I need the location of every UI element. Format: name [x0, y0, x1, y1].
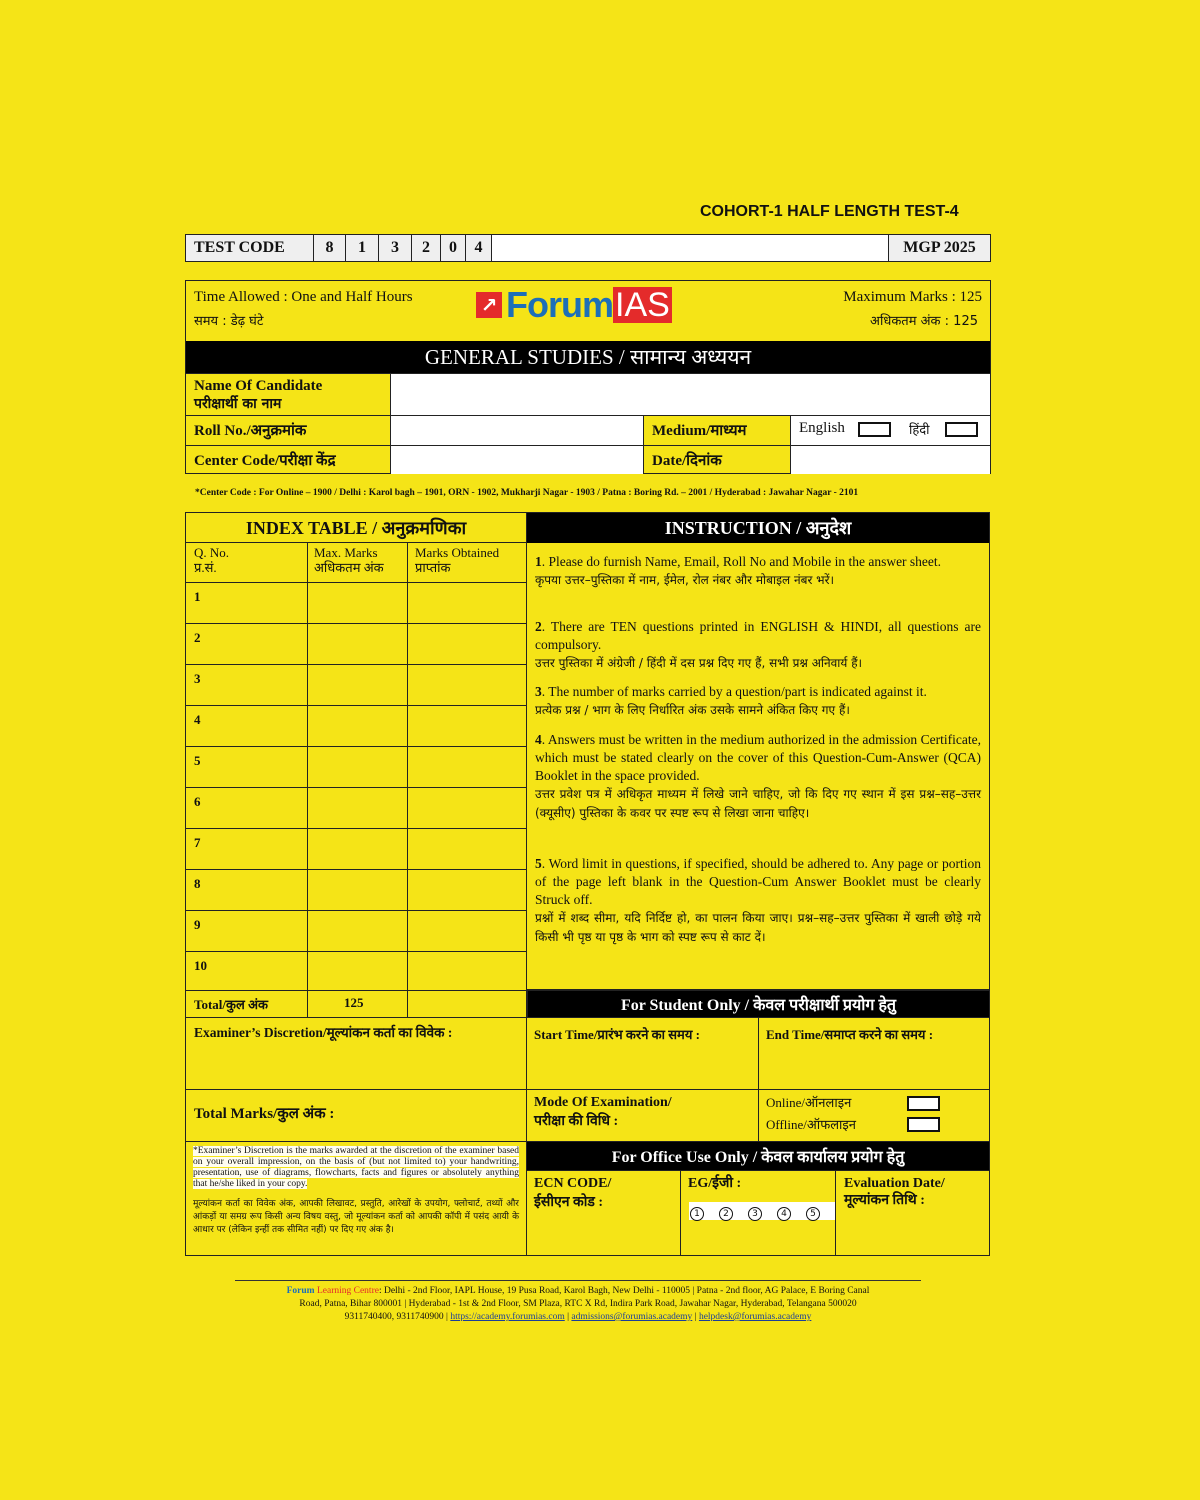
center-field[interactable] — [391, 446, 644, 474]
grade-option[interactable]: 4 — [777, 1207, 791, 1221]
row-number: 8 — [194, 876, 201, 891]
test-code-digit: 8 — [314, 235, 346, 261]
center-row — [186, 445, 990, 474]
name-label — [186, 374, 391, 415]
col-obtained-en: Marks Obtained — [415, 545, 500, 560]
row-number: 6 — [194, 794, 201, 809]
grade-option[interactable]: 1 — [690, 1207, 704, 1221]
medium-label: Medium/माध्यम — [644, 416, 791, 445]
medium-options — [791, 416, 990, 445]
total-marks-label: Total Marks/कुल अंक : — [194, 1106, 335, 1122]
row-number: 5 — [194, 753, 201, 768]
table-row[interactable] — [186, 787, 526, 828]
roll-row — [186, 415, 990, 445]
maximum-marks-hindi: अधिकतम अंक : 125 — [870, 314, 978, 329]
mode-label-hi: परीक्षा की विधि : — [534, 1114, 619, 1129]
name-row — [186, 373, 990, 415]
footer-brand-sub: Learning Centre — [316, 1286, 379, 1296]
row-number: 10 — [194, 958, 207, 973]
footer-website-link[interactable]: https://academy.forumias.com — [450, 1312, 565, 1322]
instruction-item: 3. The number of marks carried by a question/part is indicated against it. प्रत्येक प्रश्न / भाग के लिए निर्धारित अंक उसके सामने अंकित किए गए हैं। — [535, 684, 927, 717]
online-label: Online/ऑनलाइन — [766, 1095, 852, 1110]
examiner-note-hi: मूल्यांकन कर्ता का विवेक अंक, आपकी लिखावट, प्रस्तुति, आरेखों के उपयोग, फ्लोचार्ट, तथ्यों और आंकड़ों या समग्र रूप किसी अन्य विषय वस्तु, जो मूल्यांकन कर्ता को आपकी कॉपी में पसंद आयी के आधार पर (लेकिन इन्हीं तक सीमित नहीं) पर दिए गए अंक है। — [193, 1199, 519, 1235]
eg-grade-options — [689, 1202, 835, 1220]
date-label: Date/दिनांक — [644, 446, 791, 474]
offline-label: Offline/ऑफलाइन — [766, 1117, 857, 1132]
subject-title: GENERAL STUDIES / सामान्य अध्ययन — [186, 341, 990, 373]
roll-field[interactable] — [391, 416, 644, 445]
instruction-item: 4. Answers must be written in the medium authorized in the admission Certificate, which must be stated clearly on the cover of this Question-Cum-Answer (QCA) Booklet in the space provided. उत्तर प्रवेश पत्र में अधिकृत माध्यम में लिखे जाने चाहिए, जो कि दिए गए स्थान में इस प्रश्न–सह–उत्तर (क्यूसीए) पुस्तिका के कवर पर स्पष्ट रूप से लिखा जाना चाहिए। — [535, 732, 981, 820]
test-code-digit: 0 — [441, 235, 466, 261]
total-label: Total/कुल अंक — [194, 997, 268, 1012]
table-row[interactable] — [186, 910, 526, 951]
cohort-title: COHORT-1 HALF LENGTH TEST-4 — [700, 203, 959, 220]
examiner-discretion-box[interactable] — [185, 1018, 527, 1090]
online-checkbox[interactable] — [907, 1096, 940, 1111]
footer-address-2: Road, Patna, Bihar 800001 | Hyderabad - 1st & 2nd Floor, SM Plaza, RTC X Rd, Indira Park Road, Jawahar Nagar, Hyderabad, Telangana 500020 — [299, 1299, 857, 1309]
table-row[interactable] — [186, 623, 526, 664]
col-max — [308, 543, 390, 577]
student-only-title: For Student Only / केवल परीक्षार्थी प्रयोग हेतु — [527, 990, 990, 1018]
col-qno — [188, 543, 235, 577]
row-number: 9 — [194, 917, 201, 932]
grade-option[interactable]: 3 — [748, 1207, 762, 1221]
maximum-marks: Maximum Marks : 125 — [843, 289, 982, 305]
mode-label-en: Mode Of Examination/ — [534, 1095, 672, 1110]
center-code-note: *Center Code : For Online – 1900 / Delhi : Karol bagh – 1901, ORN - 1902, Mukharji Nagar - 1903 / Patna : Boring Rd. – 2001 / Hyderabad : Jawahar Nagar - 2101 — [195, 488, 859, 498]
ecn-label-en: ECN CODE/ — [534, 1176, 612, 1191]
row-number: 2 — [194, 630, 201, 645]
test-code-digit: 1 — [346, 235, 379, 261]
grade-option[interactable]: 2 — [719, 1207, 733, 1221]
instruction-item: 5. Word limit in questions, if specified, should be adhered to. Any page or portion of the page left blank in the Question-Cum Answer Booklet must be clearly Struck off. प्रश्नों में शब्द सीमा, यदि निर्दिष्ट हो, का पालन किया जाए। प्रश्न–सह–उत्तर पुस्तिका में खाली छोड़े गये किसी भी पृष्ठ या पृष्ठ के भाग को स्पष्ट रूप से काट दें। — [535, 856, 981, 944]
roll-label: Roll No./अनुक्रमांक — [186, 416, 391, 445]
col-max-hi: अधिकतम अंक — [314, 560, 384, 575]
name-label-hi: परीक्षार्थी का नाम — [194, 396, 282, 412]
medium-hindi-checkbox[interactable] — [945, 422, 978, 437]
mode-box — [527, 1089, 759, 1142]
table-row[interactable] — [186, 951, 526, 992]
date-field[interactable] — [791, 446, 990, 474]
test-code-digit: 2 — [412, 235, 441, 261]
end-time-label: End Time/समाप्त करने का समय : — [766, 1027, 934, 1042]
office-use-title: For Office Use Only / केवल कार्यालय प्रयोग हेतु — [527, 1141, 990, 1171]
end-time-box[interactable] — [758, 1018, 990, 1090]
start-time-label: Start Time/प्रारंभ करने का समय : — [534, 1027, 700, 1042]
forumias-logo — [476, 285, 672, 325]
footer-phones: 9311740400, 9311740900 | — [344, 1312, 448, 1322]
table-row[interactable] — [186, 705, 526, 746]
footer-email-helpdesk[interactable]: helpdesk@forumias.academy — [698, 1312, 812, 1322]
footer-address-1: : Delhi - 2nd Floor, IAPL House, 19 Pusa Road, Karol Bagh, New Delhi - 110005 | Patna - 2nd floor, AG Palace, E Boring Canal — [378, 1286, 870, 1296]
ecn-code-box[interactable] — [527, 1170, 681, 1256]
time-allowed-hindi: समय : डेढ़ घंटे — [194, 314, 264, 329]
medium-english-label: English — [799, 420, 845, 436]
row-number: 4 — [194, 712, 201, 727]
index-table — [185, 512, 527, 1018]
total-value: 125 — [344, 995, 364, 1010]
col-obtained — [409, 543, 505, 577]
time-allowed: Time Allowed : One and Half Hours — [194, 289, 413, 305]
instruction-item: 1. Please do furnish Name, Email, Roll No and Mobile in the answer sheet. कृपया उत्तर–पुस्तिका में नाम, ईमेल, रोल नंबर और मोबाइल नंबर भरें। — [535, 554, 942, 587]
medium-english-checkbox[interactable] — [858, 422, 891, 437]
col-obtained-hi: प्राप्तांक — [415, 560, 451, 575]
row-number: 3 — [194, 671, 201, 686]
total-row — [186, 990, 526, 1018]
offline-checkbox[interactable] — [907, 1117, 940, 1132]
row-number: 1 — [194, 589, 201, 604]
name-label-en: Name Of Candidate — [194, 378, 323, 394]
evaluation-date-box[interactable] — [835, 1170, 990, 1256]
index-table-title: INDEX TABLE / अनुक्रमणिका — [186, 513, 526, 543]
test-code-digit: 3 — [379, 235, 412, 261]
series-code: MGP 2025 — [888, 235, 990, 261]
center-label: Center Code/परीक्षा केंद्र — [186, 446, 391, 474]
medium-hindi-label: हिंदी — [909, 423, 930, 438]
instruction-item: 2. There are TEN questions printed in ENGLISH & HINDI, all questions are compulsory. उत्तर पुस्तिका में अंग्रेजी / हिंदी में दस प्रश्न दिए गए हैं, सभी प्रश्न अनिवार्य हैं। — [535, 619, 981, 670]
table-row[interactable] — [186, 582, 526, 623]
test-code-label: TEST CODE — [186, 235, 314, 261]
eg-box — [680, 1170, 836, 1256]
examiner-note-en: *Examiner’s Discretion is the marks awarded at the discretion of the examiner based on your overall impression, on the basis of (but not limited to) your handwriting, presentation, use of diagrams, flowcharts, facts and figures or absolutely anything that he/she liked in your copy. — [193, 1146, 519, 1189]
col-qno-en: Q. No. — [194, 545, 230, 560]
grade-option[interactable]: 5 — [806, 1207, 820, 1221]
examiner-discretion-label: Examiner’s Discretion/मूल्यांकन कर्ता का विवेक : — [194, 1025, 453, 1040]
test-code-row — [185, 234, 991, 262]
eval-label-hi: मूल्यांकन तिथि : — [844, 1193, 925, 1208]
eval-label-en: Evaluation Date/ — [844, 1176, 945, 1191]
col-max-en: Max. Marks — [314, 545, 378, 560]
table-row[interactable] — [186, 746, 526, 787]
logo-forum: Forum — [506, 284, 613, 325]
table-row[interactable] — [186, 664, 526, 705]
row-number: 7 — [194, 835, 201, 850]
ecn-label-hi: ईसीएन कोड : — [534, 1195, 604, 1210]
start-time-box[interactable] — [527, 1018, 759, 1090]
eg-label: EG/ईजी : — [688, 1176, 742, 1191]
candidate-header — [185, 280, 991, 474]
test-code-digit: 4 — [466, 235, 492, 261]
instruction-panel — [527, 512, 990, 990]
total-marks-box[interactable] — [185, 1089, 527, 1142]
examiner-note-box — [185, 1141, 527, 1256]
footer: Forum Learning Centre: Delhi - 2nd Floor, IAPL House, 19 Pusa Road, Karol Bagh, New Delhi - 110005 | Patna - 2nd floor, AG Palace, E Boring Canal Road, Patna, Bihar 800001 | Hyderabad - 1st & 2nd Floor, SM Plaza, RTC X Rd, Indira Park Road, Jawahar Nagar, Hyderabad, Telangana 500020 9311740400, 9311740900 | https://academy.forumias.com | admissions@forumias.academy | helpdesk@forumias.academy — [235, 1280, 921, 1324]
col-qno-hi: प्र.सं. — [194, 560, 217, 575]
logo-ias: IAS — [615, 286, 670, 324]
instruction-title: INSTRUCTION / अनुदेश — [527, 513, 989, 543]
footer-brand: Forum — [286, 1286, 315, 1296]
table-row[interactable] — [186, 828, 526, 869]
name-field[interactable] — [391, 374, 990, 415]
mode-options — [758, 1089, 990, 1142]
footer-email-admissions[interactable]: admissions@forumias.academy — [571, 1312, 693, 1322]
table-row[interactable] — [186, 869, 526, 910]
arrow-up-right-icon: ↗ — [476, 292, 502, 318]
